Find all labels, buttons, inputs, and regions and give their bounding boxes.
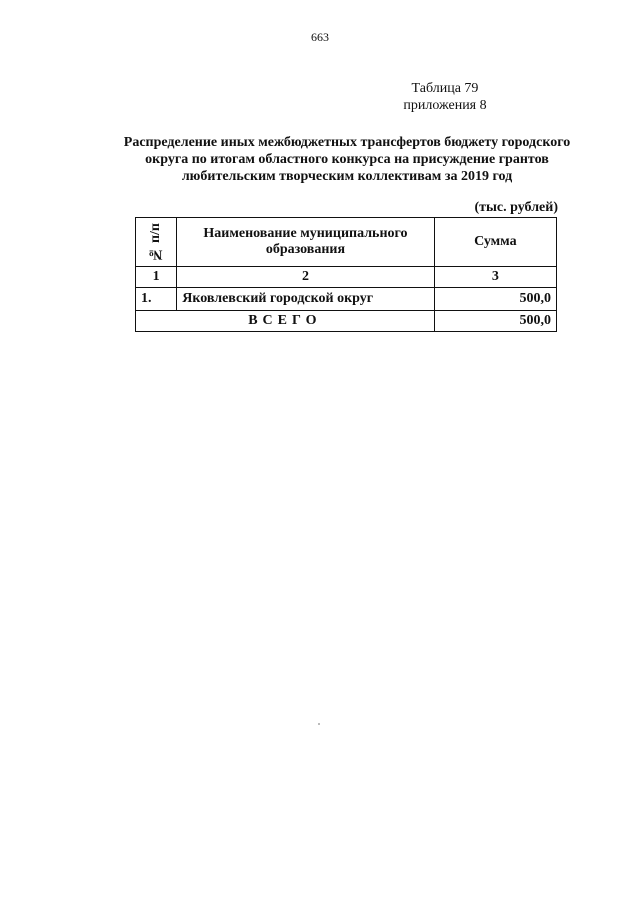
total-row <box>136 311 557 332</box>
table-row <box>136 288 557 311</box>
table-reference <box>380 80 510 114</box>
row-sum: 500,0 <box>434 288 556 311</box>
units-label: (тыс. рублей) <box>474 200 558 215</box>
header-name: Наименование муниципального образования <box>177 218 434 267</box>
table-ref-line2: приложения 8 <box>403 98 487 113</box>
total-label: ВСЕГО <box>136 311 435 332</box>
distribution-table <box>135 217 557 332</box>
header-number-cell <box>136 218 177 267</box>
table-header-row <box>136 218 557 267</box>
column-index-3: 3 <box>434 267 556 288</box>
table-ref-line1: Таблица 79 <box>411 81 479 96</box>
header-number: № п/п <box>148 222 164 262</box>
header-sum: Сумма <box>434 218 556 267</box>
scan-artifact-dot <box>318 723 320 725</box>
row-municipality-name: Яковлевский городской округ <box>177 288 434 311</box>
document-title: Распределение иных межбюджетных трансфертов бюджету городского округа по итогам областного конкурса на присуждение грантов любительским творческим коллективам за 2019 год <box>123 135 571 184</box>
column-index-row <box>136 267 557 288</box>
column-index-1: 1 <box>136 267 177 288</box>
total-sum: 500,0 <box>434 311 556 332</box>
row-number: 1. <box>136 288 177 311</box>
page-number: 663 <box>311 30 329 44</box>
column-index-2: 2 <box>177 267 434 288</box>
